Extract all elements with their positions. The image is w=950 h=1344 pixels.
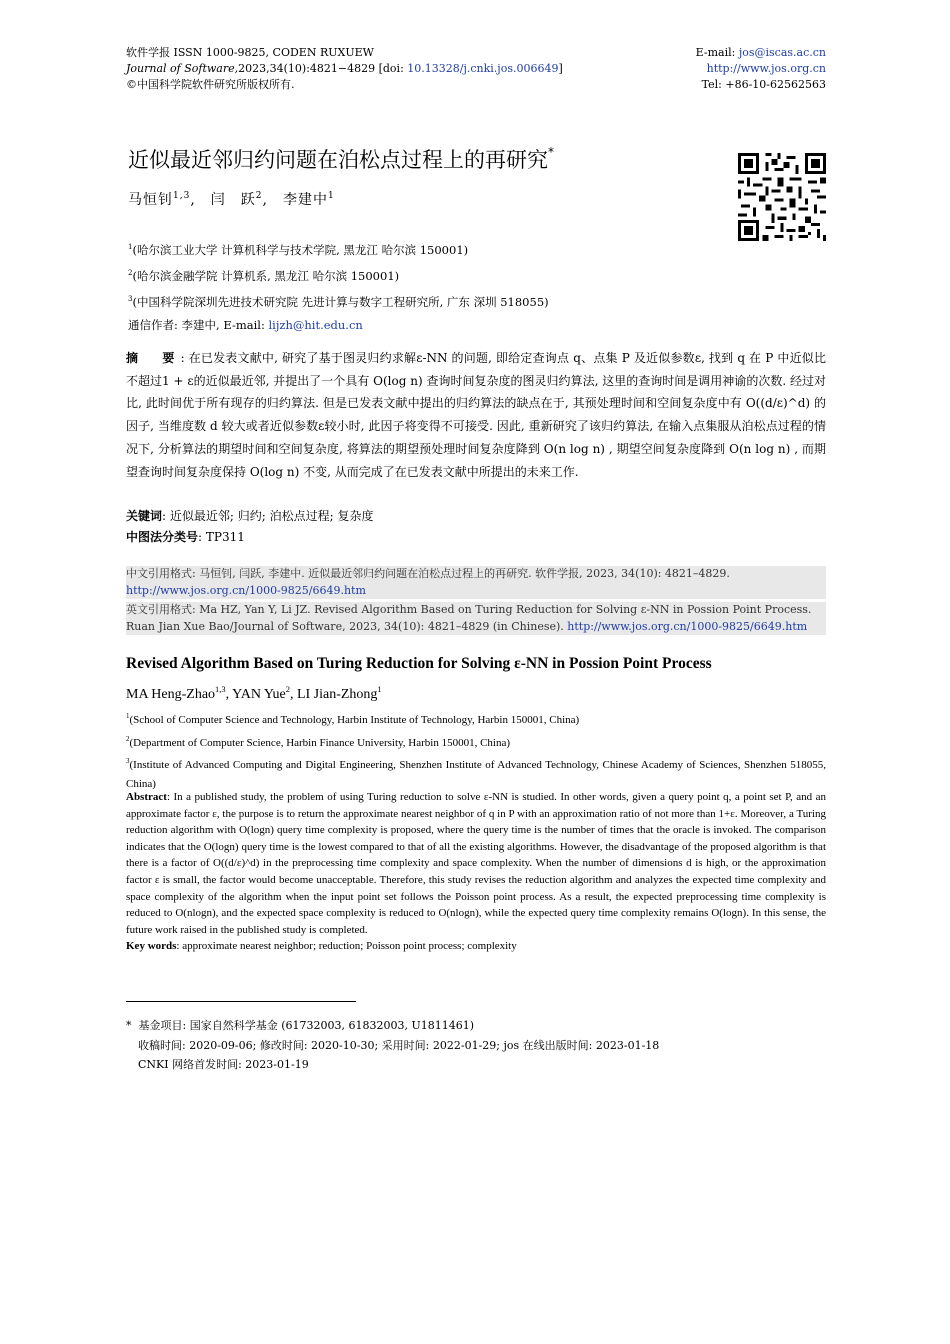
journal-email-line	[526, 45, 826, 61]
footnote-cnki: CNKI 网络首发时间: 2023-01-19	[138, 1058, 309, 1071]
affiliation-en-2-sup: 2	[126, 734, 130, 743]
affiliation-cn-2	[128, 262, 549, 288]
correspondence	[128, 314, 549, 337]
affiliation-en-2	[126, 730, 826, 753]
citation-en-link[interactable]: http://www.jos.org.cn/1000-9825/6649.htm	[567, 619, 808, 633]
affiliations-en	[126, 707, 826, 793]
affiliation-cn-1-text: (哈尔滨工业大学 计算机科学与技术学院, 黑龙江 哈尔滨 150001)	[132, 243, 469, 257]
keywords-cn-block	[126, 506, 373, 548]
journal-tel: Tel: +86-10-62562563	[701, 78, 826, 91]
affiliation-en-1-sup: 1	[126, 712, 130, 720]
journal-header-right	[526, 45, 826, 93]
author-cn-1: 马恒钊	[128, 192, 173, 208]
author-en-3: , LI Jian-Zhong	[289, 687, 378, 702]
keywords-cn-text: : 近似最近邻; 归约; 泊松点过程; 复杂度	[162, 509, 374, 523]
clc-number	[126, 527, 373, 548]
footnote-fund-text: 基金项目: 国家自然科学基金 (61732003, 61832003, U1811461)	[138, 1019, 475, 1032]
keywords-en	[126, 938, 826, 955]
affiliation-en-2-text: (Department of Computer Science, Harbin Finance University, Harbin 150001, China)	[129, 736, 511, 749]
keywords-en-text: : approximate nearest neighbor; reduction; Poisson point process; complexity	[176, 940, 517, 953]
author-sep: ,	[190, 192, 211, 208]
citation-en	[126, 602, 826, 635]
footnote-dates: 收稿时间: 2020-09-06; 修改时间: 2020-10-30; 采用时间: 2022-01-29; jos 在线出版时间: 2023-01-18	[138, 1038, 660, 1052]
author-en-2-sup: 2	[285, 684, 290, 694]
footnote	[126, 1016, 659, 1075]
journal-issn-line: 软件学报 ISSN 1000-9825, CODEN RUXUEW	[126, 46, 374, 59]
keywords-en-label: Key words	[126, 940, 177, 953]
journal-name: Journal of Software,	[126, 62, 239, 75]
affiliation-cn-3-text: (中国科学院深圳先进技术研究院 先进计算与数字工程研究所, 广东 深圳 518055)	[132, 295, 549, 309]
affiliation-cn-2-text: (哈尔滨金融学院 计算机系, 黑龙江 哈尔滨 150001)	[132, 269, 400, 283]
title-footnote-mark: *	[548, 145, 554, 159]
keywords-cn	[126, 506, 373, 527]
affiliation-cn-2-sup: 2	[128, 269, 133, 277]
footnote-fund	[126, 1016, 659, 1036]
citation-formats	[126, 566, 826, 635]
citation-en-text: 英文引用格式: Ma HZ, Yan Y, Li JZ. Revised Algorithm Based on Turing Reduction for Solving ε-NN in Possion Point Process. Ruan Jian Xue Bao/Journal of Software, 2023, 34(10): 4821–4829 (in Chinese).	[126, 603, 812, 633]
title-en: Revised Algorithm Based on Turing Reduction for Solving ε-NN in Possion Point Process	[126, 655, 712, 672]
clc-text: : TP311	[198, 530, 245, 544]
author-cn-2: 闫 跃	[210, 192, 256, 208]
author-cn-1-sup: 1,3	[173, 191, 191, 201]
authors-cn	[128, 189, 335, 209]
title-cn-text: 近似最近邻归约问题在泊松点过程上的再研究	[128, 148, 548, 172]
affiliation-en-1	[126, 707, 826, 730]
doi-close: ]	[558, 62, 563, 75]
footnote-divider	[126, 1001, 356, 1002]
journal-website-link[interactable]: http://www.jos.org.cn	[706, 62, 826, 75]
author-cn-3: 李建中	[282, 192, 328, 208]
abstract-cn-text: : 在已发表文献中, 研究了基于图灵归约求解ε-NN 的问题, 即给定查询点 q、点集 P 及近似参数ε, 找到 q 在 P 中近似比不超过1 + ε的近似最近邻, 并提出了一个具有 O(log n) 查询时间复杂度的图灵归约算法, 这里的查询时间是调用神谕的次数. 经过对比, 此时间优于所有现存的归约算法. 但是已发表文献中提出的归约算法的缺点在于, 其预处理时间和空间复杂度中有 O((d/ε)^d) 的因子, 当维度数 d 较大或者近似参数ε较小时, 此因子将变得不可接受. 因此, 重新研究了该归约算法, 在输入点集服从泊松点过程的情况下, 分析算法的期望时间和空间复杂度, 将算法的期望预处理时间复杂度降到 O(n log n) , 期望空间复杂度降到 O(n log n) , 而期望查询时间复杂度保持 O(log n) 不变, 从而完成了在已发表文献中所提出的未来工作.	[126, 351, 826, 479]
author-sep: ,	[262, 192, 283, 208]
citation-cn	[126, 566, 826, 599]
affiliation-cn-1	[128, 236, 549, 262]
author-cn-2-sup: 2	[255, 191, 263, 201]
journal-volume: 2023,34(10):4821−4829 [doi:	[238, 62, 408, 75]
email-label: E-mail:	[695, 46, 739, 59]
affiliation-en-3	[126, 752, 826, 793]
author-cn-3-sup: 1	[327, 191, 335, 201]
abstract-en-label: Abstract	[126, 791, 167, 803]
copyright-line: ©中国科学院软件研究所版权所有.	[126, 78, 295, 91]
author-en-2: , YAN Yue	[225, 687, 286, 702]
footnote-mark: *	[126, 1019, 132, 1032]
authors-en	[126, 684, 382, 703]
affiliation-cn-3	[128, 288, 549, 314]
author-en-1: MA Heng-Zhao	[126, 687, 216, 702]
keywords-cn-label: 关键词	[126, 509, 163, 523]
affiliation-cn-3-sup: 3	[128, 295, 133, 303]
journal-email-link[interactable]: jos@iscas.ac.cn	[738, 46, 826, 59]
affiliation-en-1-text: (School of Computer Science and Technology, Harbin Institute of Technology, Harbin 150001, China)	[129, 714, 580, 726]
clc-label: 中图法分类号	[126, 530, 199, 544]
correspondence-email-link[interactable]: lijzh@hit.edu.cn	[268, 318, 363, 332]
citation-cn-link[interactable]: http://www.jos.org.cn/1000-9825/6649.htm	[126, 583, 366, 597]
affiliations-cn	[128, 236, 549, 337]
abstract-cn-label: 摘 要	[126, 351, 181, 365]
author-en-1-sup: 1,3	[215, 684, 226, 694]
qr-code-icon[interactable]	[738, 153, 826, 241]
title-cn	[128, 144, 554, 174]
affiliation-en-3-sup: 3	[126, 757, 130, 765]
affiliation-en-3-text: (Institute of Advanced Computing and Digital Engineering, Shenzhen Institute of Advanced Technology, Chinese Academy of Sciences, Shenzhen 518055, China)	[126, 759, 826, 790]
abstract-cn	[126, 347, 826, 483]
citation-cn-text: 中文引用格式: 马恒钊, 闫跃, 李建中. 近似最近邻归约问题在泊松点过程上的再研究. 软件学报, 2023, 34(10): 4821–4829.	[126, 567, 730, 580]
abstract-en	[126, 789, 826, 955]
affiliation-cn-1-sup: 1	[128, 243, 133, 251]
correspondence-label: 通信作者: 李建中, E-mail:	[128, 318, 269, 332]
doi-link[interactable]: 10.13328/j.cnki.jos.006649	[407, 62, 559, 75]
abstract-en-text: : In a published study, the problem of using Turing reduction to solve ε-NN is studied. In other words, given a query point q, a point set P, and an approximate factor ε, the purpose is to return the approximate nearest neighbor of q in P with an approximation ratio of not more than 1+ε. Moreover, a Turing reduction algorithm with O(logn) query time complexity is proposed, where the query time is the number of times that the oracle is invoked. The comparison indicates that the O(logn) query time is the lowest compared to that of all the existing algorithms. However, the disadvantage of the proposed algorithm is that there is a factor of O((d/ε)^d) in the preprocessing time complexity and space complexity. When the number of dimensions d is high, or the approximation factor ε is small, the factor would become unacceptable. Therefore, this study revises the reduction algorithm and analyzes the expected time complexity and space complexity of the algorithm when the input point set follows the Poisson point process. As a result, the expected preprocessing time complexity is reduced to O(nlogn), and the expected space complexity is reduced to O(nlogn), while the expected query time complexity remains O(logn). In this sense, the future work raised in the published study is completed.	[126, 791, 826, 936]
author-en-3-sup: 1	[377, 684, 382, 694]
